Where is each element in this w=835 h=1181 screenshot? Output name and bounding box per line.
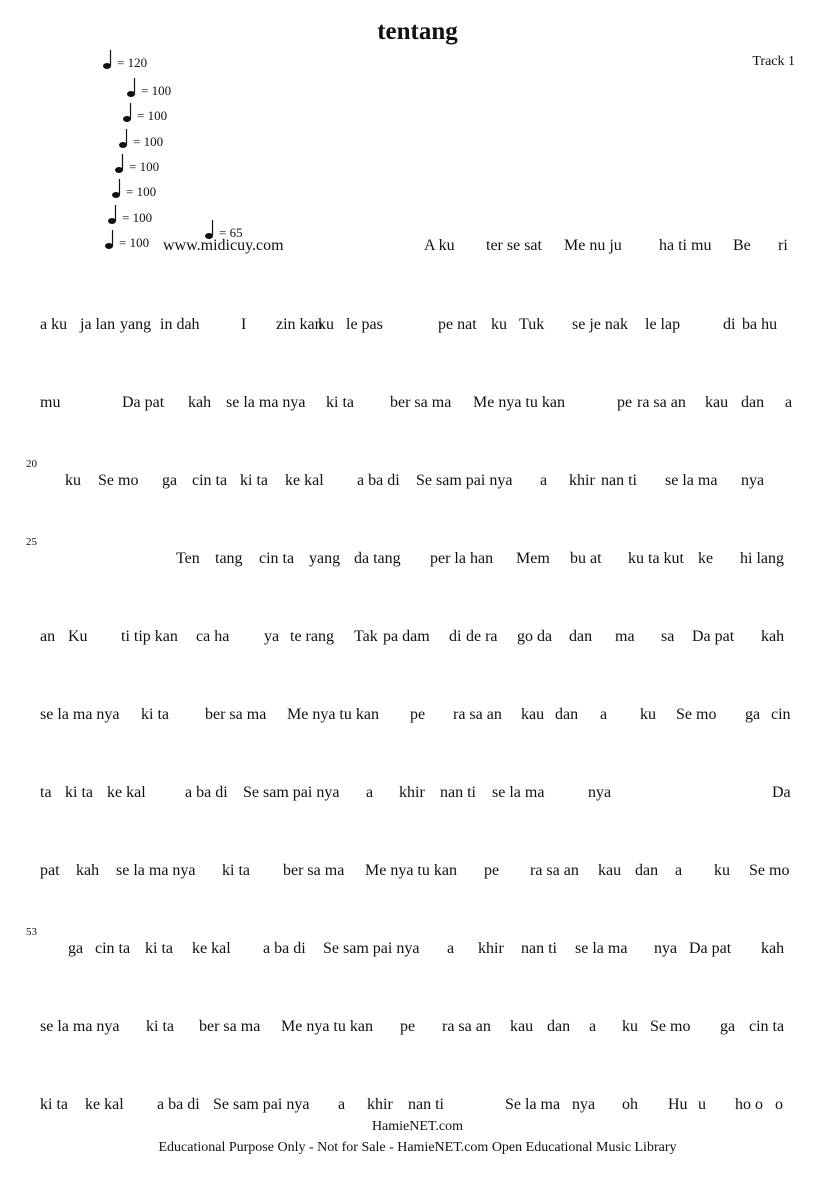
lyric-syllable: nya: [654, 940, 678, 957]
lyric-syllable: ki ta: [40, 1096, 68, 1113]
lyric-syllable: cin ta: [95, 940, 131, 957]
lyric-syllable: ra sa an: [637, 394, 686, 411]
lyric-syllable: ki ta: [326, 394, 354, 411]
lyric-syllable: ki ta: [240, 472, 268, 489]
lyric-syllable: se la ma nya: [226, 394, 306, 411]
tempo-mark: = 100: [118, 128, 163, 150]
lyric-syllable: Da: [772, 784, 791, 801]
lyric-syllable: dan: [547, 1018, 571, 1035]
lyric-syllable: khir: [478, 940, 504, 957]
quarter-note-icon: [126, 77, 140, 99]
lyric-syllable: kah: [761, 940, 785, 957]
lyric-syllable: mu: [40, 394, 61, 411]
lyric-syllable: sa: [661, 628, 675, 645]
lyric-syllable: Me nya tu kan: [281, 1018, 373, 1035]
lyric-syllable: a: [366, 784, 374, 801]
lyric-syllable: ku: [622, 1018, 638, 1035]
lyric-line: [40, 237, 795, 259]
lyric-syllable: se je nak: [572, 316, 628, 333]
song-title: tentang: [377, 18, 458, 45]
lyric-syllable: khir: [569, 472, 595, 489]
quarter-note-icon: [114, 153, 128, 175]
lyric-syllable: ku: [640, 706, 656, 723]
lyric-syllable: nan ti: [601, 472, 637, 489]
track-label: Track 1: [752, 54, 795, 69]
lyric-syllable: se la ma: [492, 784, 545, 801]
lyric-syllable: te rang: [290, 628, 334, 645]
lyric-syllable: ra sa an: [442, 1018, 491, 1035]
lyric-line: [40, 940, 795, 962]
lyric-syllable: khir: [399, 784, 425, 801]
lyric-syllable: a: [785, 394, 793, 411]
lyric-syllable: ra sa an: [530, 862, 579, 879]
quarter-note-icon: [107, 204, 121, 226]
lyric-syllable: A ku: [424, 237, 455, 254]
lyric-syllable: kau: [510, 1018, 534, 1035]
lyric-syllable: ke kal: [107, 784, 146, 801]
lyric-syllable: Se sam pai nya: [243, 784, 340, 801]
lyric-syllable: ga: [162, 472, 178, 489]
lyric-syllable: ki ta: [65, 784, 93, 801]
lyric-syllable: Ku: [68, 628, 88, 645]
lyric-syllable: Se sam pai nya: [213, 1096, 310, 1113]
tempo-mark: = 100: [111, 178, 156, 200]
footer-site: HamieNET.com: [371, 1119, 464, 1134]
lyric-syllable: kah: [76, 862, 100, 879]
lyric-syllable: Se mo: [749, 862, 790, 879]
lyric-syllable: pe: [400, 1018, 416, 1035]
tempo-mark: = 100: [126, 77, 171, 99]
measure-number: 25: [26, 536, 37, 548]
lyric-syllable: ho: [735, 1096, 751, 1113]
lyric-syllable: ya: [264, 628, 280, 645]
tempo-mark: = 65: [204, 219, 243, 241]
lyric-syllable: ke: [698, 550, 714, 567]
lyric-line: [40, 862, 795, 884]
tempo-mark: = 100: [114, 153, 159, 175]
lyric-syllable: Se mo: [676, 706, 717, 723]
lyric-syllable: se la ma: [575, 940, 628, 957]
lyric-syllable: tang: [215, 550, 243, 567]
lyric-syllable: ber sa ma: [199, 1018, 261, 1035]
lyric-syllable: Da pat: [122, 394, 165, 411]
website-label: www.midicuy.com: [163, 237, 284, 254]
lyric-syllable: dan: [569, 628, 593, 645]
lyric-syllable: pe nat: [438, 316, 477, 333]
lyric-syllable: ki ta: [145, 940, 173, 957]
lyric-syllable: kau: [521, 706, 545, 723]
lyric-syllable: a ba di: [263, 940, 306, 957]
lyric-syllable: ki ta: [222, 862, 250, 879]
footer-notice: Educational Purpose Only - Not for Sale - HamieNET.com Open Educational Music Library: [158, 1140, 677, 1155]
lyric-line: [40, 1018, 795, 1040]
lyric-line: [40, 316, 795, 338]
lyric-syllable: yang: [309, 550, 341, 567]
lyric-syllable: ba hu: [742, 316, 778, 333]
lyric-syllable: se la ma: [665, 472, 718, 489]
lyric-syllable: Tuk: [519, 316, 545, 333]
lyric-syllable: dan: [635, 862, 659, 879]
lyric-syllable: le pas: [346, 316, 383, 333]
lyric-line: [40, 550, 795, 572]
lyric-syllable: pat: [40, 862, 60, 879]
lyric-syllable: kau: [598, 862, 622, 879]
lyric-syllable: ti tip kan: [121, 628, 178, 645]
lyric-syllable: pe: [410, 706, 426, 723]
lyric-syllable: Tak: [354, 628, 378, 645]
lyric-syllable: ku: [628, 550, 644, 567]
lyric-syllable: se la ma nya: [116, 862, 196, 879]
lyric-syllable: an: [40, 628, 56, 645]
lyric-syllable: di: [723, 316, 736, 333]
lyric-syllable: a: [589, 1018, 597, 1035]
lyric-syllable: a: [540, 472, 548, 489]
lyric-syllable: kah: [188, 394, 212, 411]
lyric-line: [40, 628, 795, 650]
lyric-line: [40, 706, 795, 728]
lyric-syllable: ga: [745, 706, 761, 723]
quarter-note-icon: [122, 102, 136, 124]
lyric-syllable: a ku: [40, 316, 68, 333]
quarter-note-icon: [102, 49, 116, 71]
lyric-syllable: nya: [741, 472, 765, 489]
lyric-syllable: zin kan: [276, 316, 323, 333]
lyric-syllable: Me nya tu kan: [287, 706, 379, 723]
lyric-syllable: da tang: [354, 550, 401, 567]
lyric-syllable: ki ta: [141, 706, 169, 723]
lyric-syllable: Se sam pai nya: [323, 940, 420, 957]
lyric-syllable: Da pat: [689, 940, 732, 957]
lyric-syllable: nya: [572, 1096, 596, 1113]
lyric-syllable: nan ti: [408, 1096, 444, 1113]
lyric-syllable: kau: [705, 394, 729, 411]
lyric-syllable: se la ma nya: [40, 706, 120, 723]
lyric-syllable: a: [600, 706, 608, 723]
lyric-syllable: Ten: [176, 550, 200, 567]
lyric-syllable: ta: [40, 784, 52, 801]
lyric-syllable: ke kal: [85, 1096, 124, 1113]
lyric-syllable: ca ha: [196, 628, 230, 645]
lyric-syllable: a ba di: [185, 784, 228, 801]
tempo-mark: = 120: [102, 49, 147, 71]
lyric-syllable: oh: [622, 1096, 638, 1113]
lyric-syllable: kah: [761, 628, 785, 645]
lyric-syllable: ga: [720, 1018, 736, 1035]
lyric-syllable: Se la ma: [505, 1096, 561, 1113]
lyric-syllable: Se sam pai nya: [416, 472, 513, 489]
lyric-syllable: yang: [120, 316, 152, 333]
lyric-syllable: ki ta: [146, 1018, 174, 1035]
lyric-syllable: ma: [615, 628, 635, 645]
lyric-syllable: pa dam: [383, 628, 430, 645]
lyric-syllable: I: [241, 316, 247, 333]
lyric-syllable: go da: [517, 628, 553, 645]
lyric-syllable: Se mo: [98, 472, 139, 489]
lyric-line: [40, 394, 795, 416]
lyric-line: [40, 784, 795, 806]
lyric-syllable: a: [675, 862, 683, 879]
lyric-syllable: ku: [491, 316, 507, 333]
lyric-syllable: Hu: [668, 1096, 688, 1113]
lyric-syllable: ku: [714, 862, 730, 879]
lyric-syllable: a: [447, 940, 455, 957]
lyric-syllable: a ba di: [157, 1096, 200, 1113]
quarter-note-icon: [111, 178, 125, 200]
lyric-syllable: ku: [318, 316, 334, 333]
lyric-syllable: le lap: [645, 316, 681, 333]
lyric-syllable: u: [698, 1096, 706, 1113]
lyric-syllable: ja lan: [80, 316, 116, 333]
lyric-syllable: cin ta: [259, 550, 295, 567]
lyric-syllable: nan ti: [521, 940, 557, 957]
lyric-syllable: ku: [65, 472, 81, 489]
lyric-syllable: Mem: [516, 550, 550, 567]
lyric-syllable: ri: [778, 237, 788, 254]
lyric-syllable: di: [449, 628, 462, 645]
lyric-syllable: Be: [733, 237, 751, 254]
tempo-mark: = 100: [122, 102, 167, 124]
lyric-syllable: dan: [555, 706, 579, 723]
lyric-syllable: Me nu ju: [564, 237, 622, 254]
lyric-syllable: ra sa an: [453, 706, 502, 723]
lyric-syllable: a: [338, 1096, 346, 1113]
lyric-syllable: ber sa ma: [205, 706, 267, 723]
lyric-syllable: Da pat: [692, 628, 735, 645]
lyric-syllable: ha ti mu: [659, 237, 712, 254]
lyric-syllable: cin ta: [192, 472, 228, 489]
measure-number: 20: [26, 458, 37, 470]
lyric-syllable: o: [775, 1096, 783, 1113]
tempo-mark: = 100: [107, 204, 152, 226]
lyric-syllable: de ra: [466, 628, 498, 645]
lyric-syllable: nya: [588, 784, 612, 801]
lyric-line: [40, 1096, 795, 1118]
lyric-syllable: o: [755, 1096, 763, 1113]
lyric-syllable: ke kal: [192, 940, 231, 957]
tempo-mark: = 100: [104, 229, 149, 251]
lyric-syllable: pe: [484, 862, 500, 879]
lyric-syllable: per la han: [430, 550, 494, 567]
measure-number: 53: [26, 926, 37, 938]
lyric-syllable: ber sa ma: [283, 862, 345, 879]
lyric-syllable: pe: [617, 394, 633, 411]
lyric-syllable: Me nya tu kan: [473, 394, 565, 411]
lyric-syllable: dan: [741, 394, 765, 411]
lyric-syllable: cin ta: [749, 1018, 785, 1035]
quarter-note-icon: [118, 128, 132, 150]
lyric-syllable: a ba di: [357, 472, 400, 489]
lyric-syllable: bu at: [570, 550, 602, 567]
lyric-syllable: cin: [771, 706, 791, 723]
lyric-syllable: nan ti: [440, 784, 476, 801]
lyric-syllable: ga: [68, 940, 84, 957]
lyric-syllable: se la ma nya: [40, 1018, 120, 1035]
lyric-syllable: ta kut: [648, 550, 684, 567]
lyric-syllable: ter se sat: [486, 237, 542, 254]
lyric-syllable: Se mo: [650, 1018, 691, 1035]
lyric-syllable: khir: [367, 1096, 393, 1113]
lyric-syllable: ber sa ma: [390, 394, 452, 411]
lyric-line: [40, 472, 795, 494]
lyric-syllable: hi lang: [740, 550, 784, 567]
lyric-syllable: Me nya tu kan: [365, 862, 457, 879]
lyric-syllable: ke kal: [285, 472, 324, 489]
lyric-syllable: in dah: [160, 316, 200, 333]
